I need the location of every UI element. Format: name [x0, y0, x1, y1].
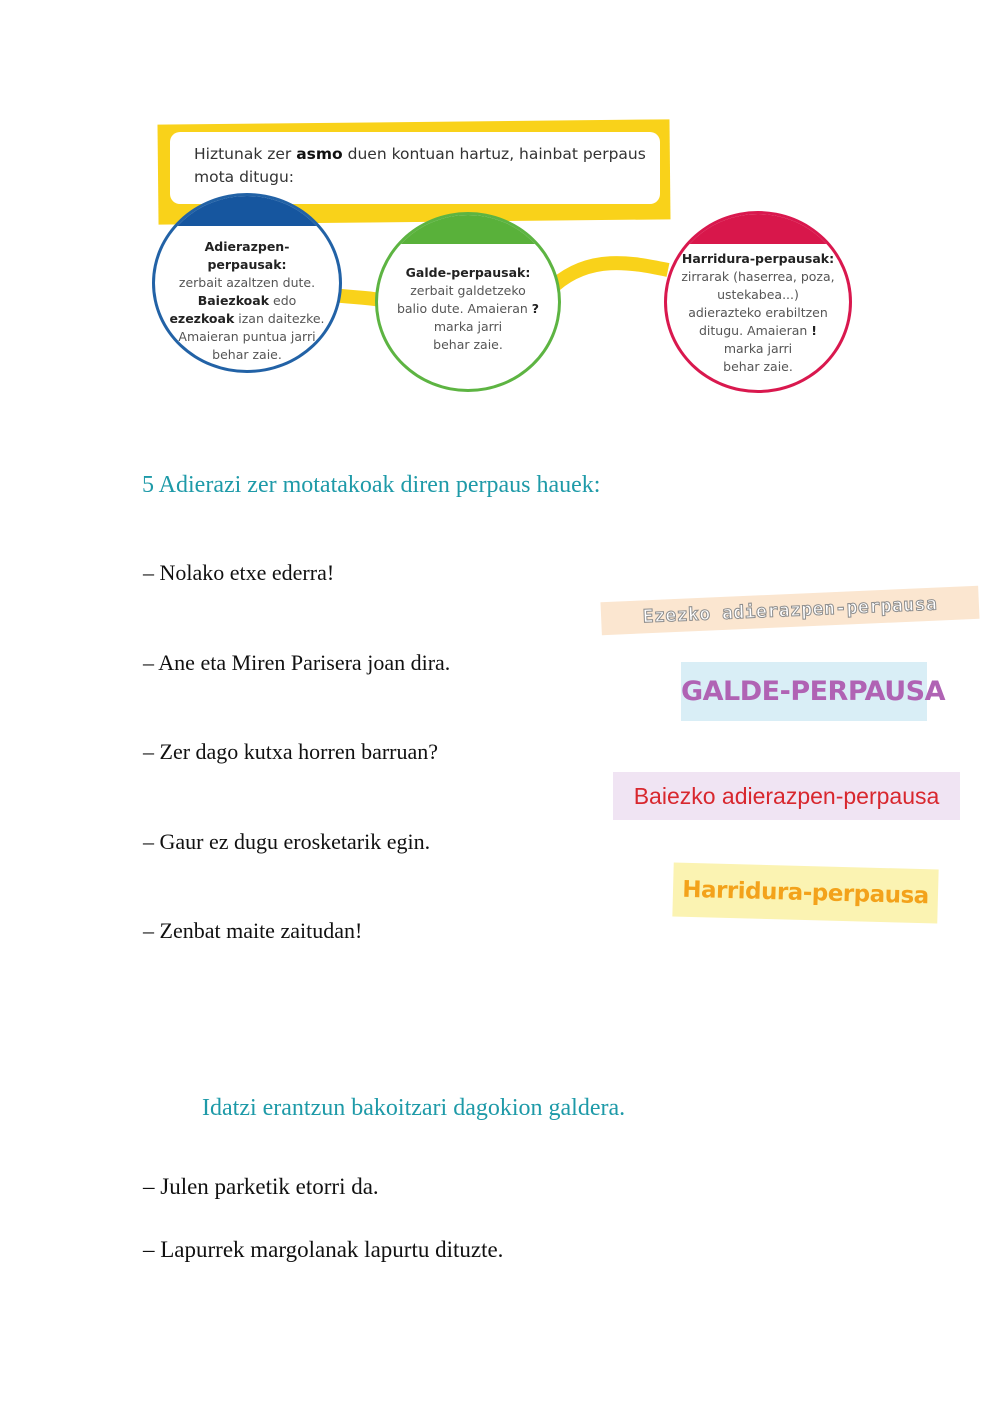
description-line: behar zaie.: [212, 347, 282, 362]
interrogative-circle: [375, 212, 561, 392]
question-mark: ?: [531, 301, 540, 316]
bold-word: ezezkoak: [169, 311, 235, 326]
sentence-1: – Nolako etxe ederra!: [143, 560, 335, 585]
circle-cap: [667, 214, 849, 244]
interrogative-title: Galde-perpausak:: [405, 265, 531, 280]
sentence-5: – Zenbat maite zaitudan!: [143, 918, 363, 943]
description-line: behar zaie.: [723, 359, 793, 374]
circle-cap: [378, 215, 558, 244]
sentence-4: – Gaur ez dugu erosketarik egin.: [143, 829, 431, 854]
exercise-6-heading: Idatzi erantzun bakoitzari dagokion galdera.: [202, 1095, 626, 1121]
intro-text-part: duen kontuan hartuz, hainbat perpaus mota ditugu:: [194, 145, 646, 186]
description-line: marka jarri: [723, 341, 793, 356]
description-part: izan daitezke.: [234, 311, 325, 326]
exclamation-mark: !: [811, 323, 817, 338]
intro-bold-word: asmo: [296, 145, 343, 163]
answer-tag-interrogative[interactable]: GALDE-PERPAUSA: [681, 662, 927, 721]
description-part: ditugu. Amaieran: [699, 323, 812, 338]
answer-tag-affirmative-declarative[interactable]: Baiezko adierazpen-perpausa: [613, 772, 960, 820]
declarative-title: Adierazpen-perpausak:: [204, 239, 290, 272]
sentence-2: – Ane eta Miren Parisera joan dira.: [143, 650, 451, 675]
description-line: [390, 300, 546, 318]
exclamative-title: Harridura-perpausak:: [681, 251, 835, 266]
intro-text-part: Hiztunak zer: [194, 145, 297, 163]
declarative-circle: [152, 193, 342, 373]
bold-word: Baiezkoak: [197, 293, 270, 308]
description-line: adierazteko erabiltzen: [688, 305, 828, 320]
interrogative-description: [390, 264, 546, 354]
exclamative-description: [677, 250, 839, 376]
exclamative-circle: [664, 211, 852, 393]
description-line: zerbait galdetzeko: [410, 283, 526, 298]
sentence-3: – Zer dago kutxa horren barruan?: [143, 739, 439, 764]
description-line: behar zaie.: [433, 337, 503, 352]
description-line: [167, 292, 327, 310]
description-line: ustekabea...): [717, 287, 799, 302]
description-part: balio dute. Amaieran: [396, 301, 532, 316]
answer-tag-negative-declarative[interactable]: Ezezko adierazpen-perpausa: [600, 586, 979, 635]
connector-green-red: [555, 263, 668, 285]
exercise-5-heading: 5 Adierazi zer motatakoak diren perpaus hauek:: [142, 472, 601, 498]
declarative-description: [167, 238, 327, 364]
description-line: [677, 322, 839, 340]
description-line: [167, 310, 327, 328]
answer-sentence-2: – Lapurrek margolanak lapurtu dituzte.: [143, 1237, 504, 1262]
circle-cap: [155, 196, 339, 226]
description-line: Amaieran puntua jarri: [178, 329, 316, 344]
answer-tag-exclamative[interactable]: Harridura-perpausa: [672, 863, 938, 924]
description-line: zerbait azaltzen dute.: [178, 275, 316, 290]
description-line: marka jarri: [433, 319, 503, 334]
description-line: zirrarak (haserrea, poza,: [681, 269, 835, 284]
description-part: edo: [269, 293, 297, 308]
answer-sentence-1: – Julen parketik etorri da.: [143, 1174, 379, 1199]
